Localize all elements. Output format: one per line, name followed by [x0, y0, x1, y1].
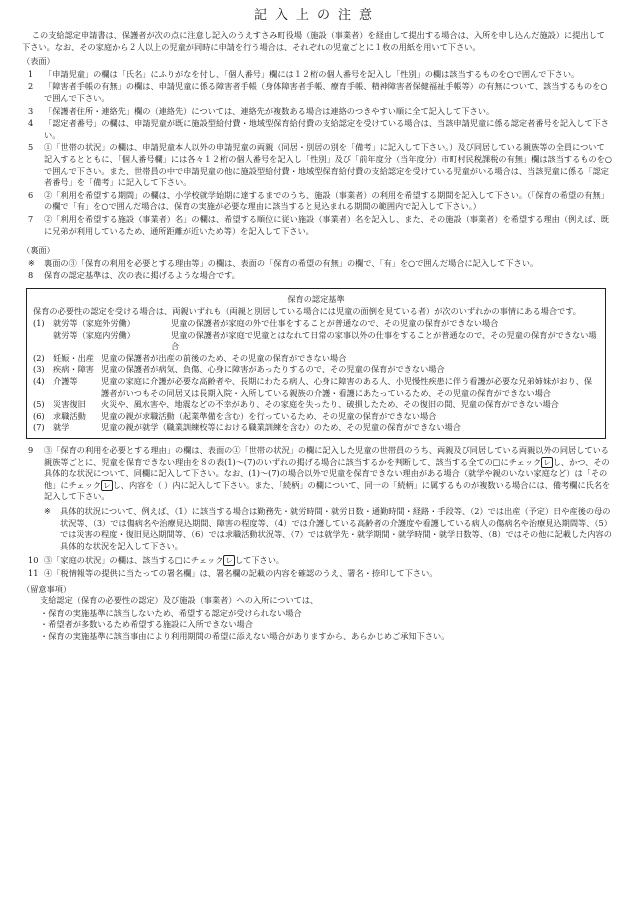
list-item: ・保育の実施基準に該当しないため、希望する認定が受けられない場合	[40, 607, 302, 618]
criteria-lead: 保育の必要性の認定を受ける場合は、両親いずれも（両親と別居している場合には児童の面倒を見ている者）が次のいずれかの事情にある場合です。	[33, 306, 581, 317]
criteria-text: 児童の親が求職活動（起業準備を含む）を行っているため、その児童の保育ができない場合	[101, 410, 437, 421]
criteria-row	[33, 376, 599, 399]
ryui-lead: 支給認定（保育の必要性の認定）及び施設（事業者）への入所については、	[40, 595, 319, 606]
list-item	[22, 106, 612, 118]
criteria-label: 就労等（家庭外労働）	[53, 318, 135, 329]
item9-note	[44, 506, 612, 552]
ura-heading: （裏面）	[22, 245, 55, 256]
item-number: 11	[28, 567, 39, 578]
criteria-title: 保育の認定基準	[287, 293, 345, 304]
item10-text-a: ③「家庭の状況」の欄は、該当する□にチェック	[44, 555, 224, 566]
item10-text-b: して下さい。	[234, 555, 285, 566]
item-text	[44, 555, 612, 567]
item-text: ②「利用を希望する施設（事業者）名」の欄は、希望する順位に従い施設（事業者）名を記入し、また、その施設（事業者）を希望する理由（例えば、既に兄弟が利用しているため、通所距離が近いため等）を記入して下さい。	[44, 213, 609, 236]
criteria-text: 児童の保護者が家庭で児童とはなれて日常の家事以外の仕事をすることが普通なので、その児童の保育ができない場合	[171, 329, 597, 352]
item-text: 「申請児童」の欄は「氏名」にふりがなを付し、「個人番号」欄には１２桁の個人番号を記入し「性別」の欄は該当するものを○で囲んで下さい。	[44, 68, 580, 79]
item-text: 「保護者住所・連絡先」欄の（連絡先）については、連絡先が複数ある場合は連絡のつきやすい順に全て記入して下さい。	[44, 105, 495, 116]
ryui-heading: （留意事項）	[22, 583, 72, 594]
checkmark-icon: レ	[543, 457, 551, 467]
item-text: 「障害者手帳の有無」の欄は、申請児童に係る障害者手帳（身体障害者手帳、療育手帳、精神障害者保健福祉手帳等）の有無について、該当するものを○で囲んで下さい。	[44, 81, 608, 103]
item-number: 2	[28, 81, 34, 92]
ura-items	[22, 258, 612, 282]
list-item	[22, 445, 612, 503]
item-number: ※	[28, 257, 35, 268]
criteria-number: (2)	[33, 352, 45, 363]
criteria-text: 児童の家庭に介護が必要な高齢者や、長期にわたる病人、心身に障害のある人、小児慢性疾患に伴う看護が必要な兄弟姉妹がおり、保護者がいつもその同居又は長期入院・入所している親族の介護・看護にあたっているため、その児童の保育ができない場合	[101, 376, 593, 398]
list-item: ・希望者が多数いるため希望する施設に入所できない場合	[40, 619, 253, 630]
criteria-label: 就労等（家庭内労働）	[53, 329, 135, 340]
item-text: ①「世帯の状況」の欄は、申請児童本人以外の申請児童の両親（同居・別居の別を「備考」に記入して下さい。）及び同居している親族等の全員について記入するとともに、「個人番号欄」には各々１２桁の個人番号を記入し「性別」及び「前年度分（当年度分）市町村民税課税の有無」欄は該当するものを○で囲んで下さい。また、世帯員の中で申請児童の他に施設型給付費・地域型保育給付費の支給認定を受けている児童がいる場合は、当該児童に係る「認定者番号」を「備考」に記入して下さい。	[44, 142, 612, 188]
criteria-label: 災害復旧	[53, 399, 86, 410]
item9-text-c: し、内容を（ ）内に記入して下さい。また、「続柄」の欄について、同一の「続柄」に属するものが複数いる場合には、備考欄に氏名を記入して下さい。	[44, 479, 611, 502]
ryui-bullets	[40, 608, 612, 643]
list-item: ・保育の実施基準に該当事由により利用期間の希望に添えない場合がありますから、あらかじめご承知下さい。	[40, 630, 450, 641]
item-number: 7	[28, 213, 34, 224]
criteria-label: 疾病・障害	[53, 364, 94, 375]
item-text: ④「税情報等の提供に当たっての署名欄」は、署名欄の記載の内容を確認のうえ、署名・捺印して下さい。	[44, 567, 438, 578]
criteria-text: 児童の保護者が病気、負傷、心身に障害があったりするので、その児童の保育ができない場合	[101, 364, 445, 375]
instructions-page	[22, 8, 612, 643]
criteria-text: 火災や、風水害や、地震などの不幸があり、その家庭を失ったり、破損したため、その復旧の間、児童の保育ができない場合	[101, 399, 559, 410]
item-text: ②「利用を希望する期間」の欄は、小学校就学始期に達するまでのうち、施設（事業者）の利用を希望する期間を記入して下さい。（「保育の希望の有無」の欄で「有」を○で囲んだ場合は、保育の実施が必要な理由に該当すると見込まれる期間の範囲内で記入して下さい。）	[44, 189, 609, 212]
omote-heading: （表面）	[22, 56, 55, 67]
criteria-number: (3)	[33, 364, 45, 375]
page-title: 記入上の注意	[253, 8, 380, 23]
criteria-row	[33, 318, 599, 353]
criteria-row	[33, 411, 599, 423]
list-item	[22, 142, 612, 188]
criteria-row	[33, 399, 599, 411]
list-item	[22, 555, 612, 567]
omote-items	[22, 69, 612, 237]
criteria-label: 求職活動	[53, 410, 86, 421]
item-text: 「認定者番号」の欄は、申請児童が既に施設型給付費・地域型保育給付費の支給認定を受けている場合は、当該申請児童に係る認定者番号を記入して下さい。	[44, 118, 609, 140]
list-item	[22, 258, 612, 270]
criteria-number: (6)	[33, 410, 45, 421]
criteria-number: (5)	[33, 399, 45, 410]
note-mark: ※	[44, 505, 51, 516]
criteria-box	[26, 288, 606, 439]
list-item	[22, 69, 612, 81]
item9-text-b: し、かつ、その具体的な状況について、同欄に記入して下さい。なお、(1)～(7)の場合以外で児童を保育できない理由がある場合（就学や親のいない家庭など）は「その他」にチェック	[44, 456, 610, 490]
criteria-text: 児童の保護者が家庭の外で仕事をすることが普通なので、その児童の保育ができない場合	[171, 318, 499, 329]
criteria-row	[33, 364, 599, 376]
checkmark-icon: レ	[103, 480, 111, 490]
item-number: 1	[28, 68, 34, 79]
item-number: 3	[28, 105, 34, 116]
criteria-number: (4)	[33, 376, 45, 387]
item-number: 4	[28, 118, 34, 129]
list-item	[22, 568, 612, 580]
note-text: 具体的状況について、例えば、（1）に該当する場合は勤務先・就労時間・就労日数・通勤時間・経路・手段等、（2）では出産（予定）日や産後の母の状況等、（3）では傷病名や治療見込期間、障害の程度等、（4）では介護している高齢者の介護度や看護している病人の傷病名や治療見込期間等、（5）では災害の程度・復旧見込期間等、（6）では求職活動状況等、（7）では就学先・就学期間・就学時間・就学日数等、（8）ではその他に記載した内容の具体的な状況を記入して下さい。	[60, 505, 612, 551]
list-item	[22, 270, 612, 282]
list-item	[22, 81, 612, 104]
list-item	[22, 118, 612, 141]
criteria-label: 就学	[53, 422, 70, 433]
item-number: 9	[28, 445, 34, 455]
item-number: 6	[28, 189, 34, 200]
item-number: 5	[28, 142, 34, 153]
criteria-text: 児童の親が就学（職業訓練校等における職業訓練を含む）のため、その児童の保育ができない場合	[101, 422, 461, 433]
item-number: 10	[28, 555, 39, 566]
list-item	[22, 190, 612, 213]
list-item	[22, 214, 612, 237]
criteria-row	[33, 422, 599, 434]
item-text: 保育の認定基準は、次の表に掲げるような場合です。	[44, 270, 240, 281]
criteria-label: 妊娠・出産	[53, 352, 94, 363]
item9-text-a: ③「保育の利用を必要とする理由」の欄は、表面の①「世帯の状況」の欄に記入した児童の世帯員のうち、両親及び同居している両親以外の同居している親族等ごとに、児童を保育できない理由を８の表(1)～(7)のいずれの掲げる場合に該当するかを判断して、該当する全ての□にチェック	[44, 445, 609, 467]
intro-paragraph: この支給認定申請書は、保護者が次の点に注意し記入のうえすさみ町役場（施設（事業者）を経由して提出する場合は、入所を申し込んだ施設）に提出して下さい。なお、その家庭から２人以上の児童が同時に申請を行う場合は、それぞれの児童ごとに１枚の用紙を用いて下さい。	[22, 30, 605, 52]
criteria-number: (1)	[33, 318, 45, 329]
checkmark-icon: レ	[225, 556, 233, 566]
criteria-text: 児童の保護者が出産の前後のため、その児童の保育ができない場合	[101, 352, 347, 363]
item-text	[44, 445, 612, 503]
criteria-number: (7)	[33, 422, 45, 433]
criteria-label: 介護等	[53, 376, 78, 387]
item-number: 8	[28, 270, 34, 281]
item-text: 裏面の③「保育の利用を必要とする理由等」の欄は、表面の「保育の希望の有無」の欄で、「有」を○で囲んだ場合に記入して下さい。	[44, 257, 539, 268]
criteria-row	[33, 353, 599, 365]
